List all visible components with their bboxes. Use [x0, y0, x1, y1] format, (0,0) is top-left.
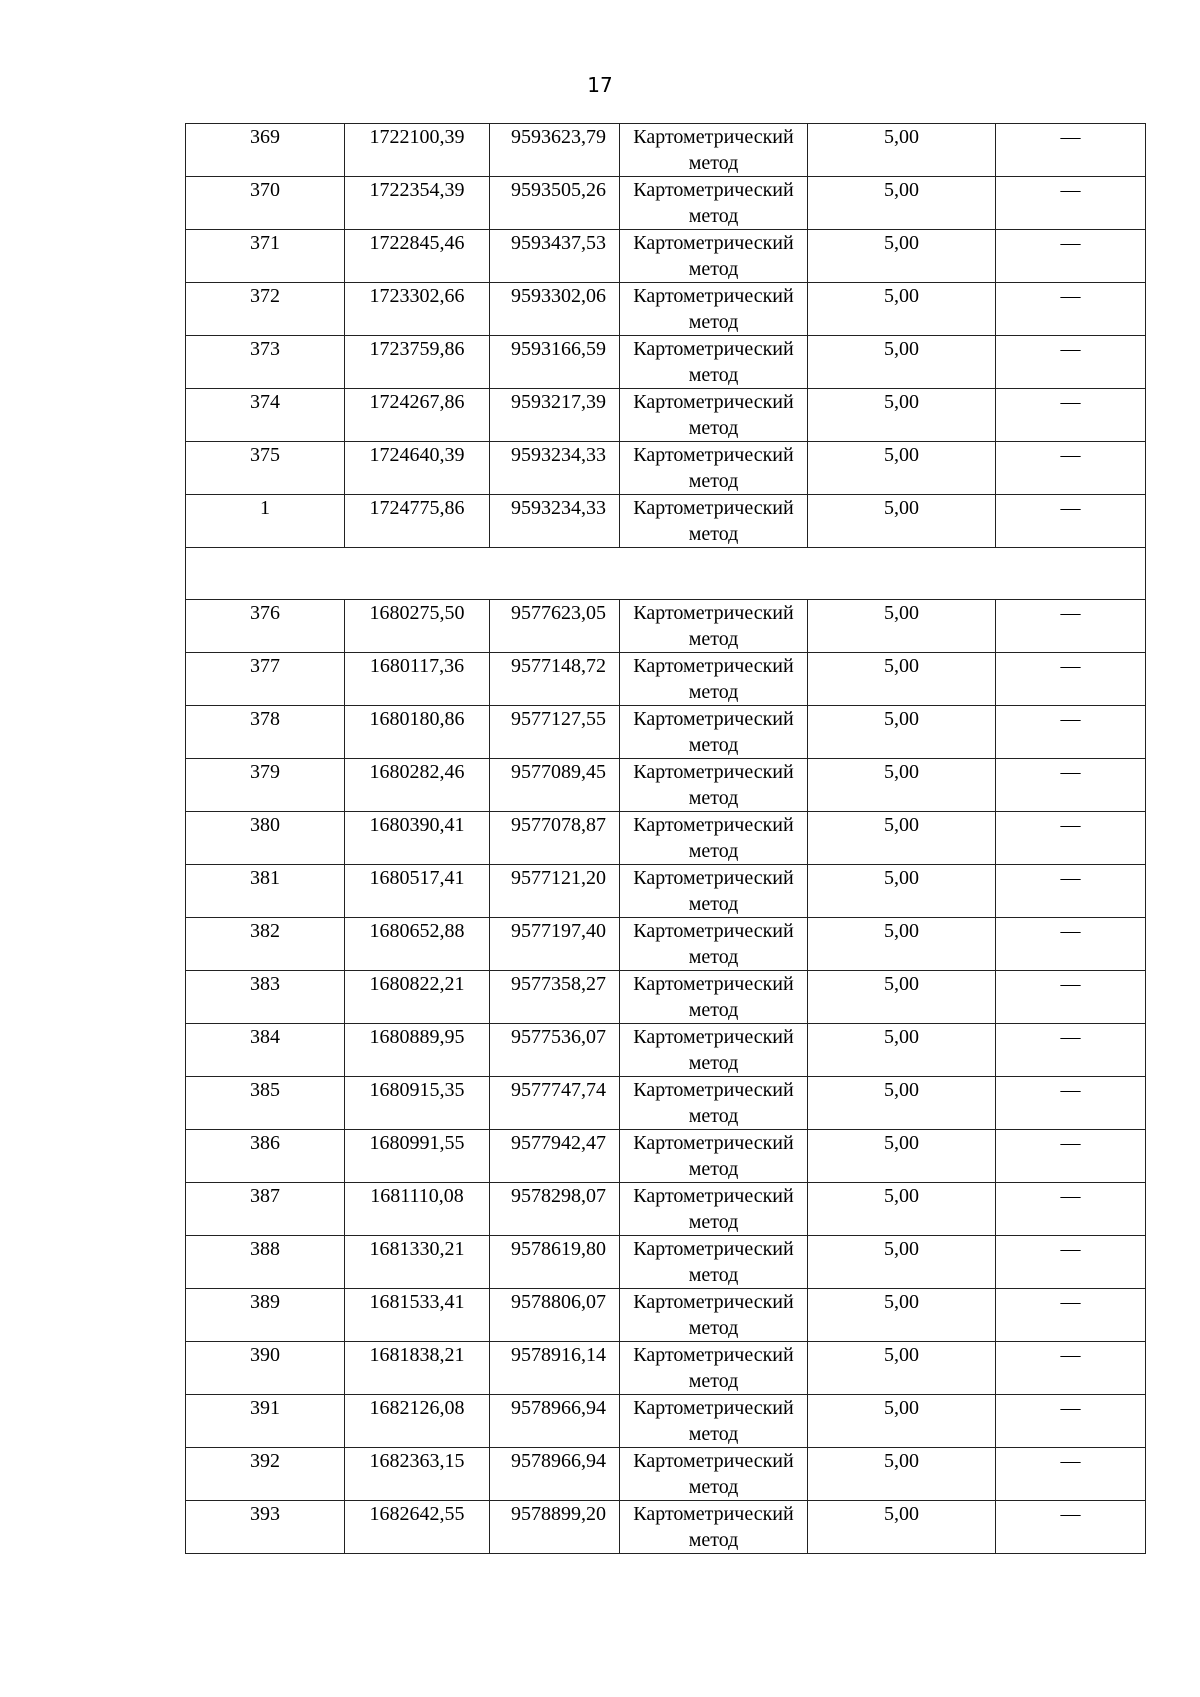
- note-cell: —: [996, 706, 1146, 759]
- table-row: [186, 336, 1146, 389]
- method-cell: Картометрический метод: [620, 177, 808, 230]
- note-cell: —: [996, 918, 1146, 971]
- x-coordinate-cell: 1723302,66: [345, 283, 490, 336]
- accuracy-cell: 5,00: [808, 1289, 996, 1342]
- accuracy-cell: 5,00: [808, 442, 996, 495]
- method-cell: Картометрический метод: [620, 495, 808, 548]
- y-coordinate-cell: 9593217,39: [490, 389, 620, 442]
- y-coordinate-cell: 9578916,14: [490, 1342, 620, 1395]
- accuracy-cell: 5,00: [808, 1342, 996, 1395]
- table-row: [186, 1236, 1146, 1289]
- method-cell: Картометрический метод: [620, 600, 808, 653]
- table-row: [186, 124, 1146, 177]
- method-cell: Картометрический метод: [620, 1342, 808, 1395]
- point-number-cell: 386: [186, 1130, 345, 1183]
- y-coordinate-cell: 9578806,07: [490, 1289, 620, 1342]
- method-cell: Картометрический метод: [620, 1183, 808, 1236]
- y-coordinate-cell: 9577121,20: [490, 865, 620, 918]
- y-coordinate-cell: 9593505,26: [490, 177, 620, 230]
- table-row: [186, 1448, 1146, 1501]
- x-coordinate-cell: 1681330,21: [345, 1236, 490, 1289]
- y-coordinate-cell: 9593166,59: [490, 336, 620, 389]
- table-row: [186, 1342, 1146, 1395]
- accuracy-cell: 5,00: [808, 283, 996, 336]
- note-cell: —: [996, 1077, 1146, 1130]
- table-row: [186, 1501, 1146, 1554]
- accuracy-cell: 5,00: [808, 600, 996, 653]
- method-cell: Картометрический метод: [620, 865, 808, 918]
- method-cell: Картометрический метод: [620, 706, 808, 759]
- table-row: [186, 759, 1146, 812]
- point-number-cell: 374: [186, 389, 345, 442]
- x-coordinate-cell: 1723759,86: [345, 336, 490, 389]
- y-coordinate-cell: 9577358,27: [490, 971, 620, 1024]
- y-coordinate-cell: 9578966,94: [490, 1395, 620, 1448]
- x-coordinate-cell: 1722845,46: [345, 230, 490, 283]
- x-coordinate-cell: 1681110,08: [345, 1183, 490, 1236]
- point-number-cell: 379: [186, 759, 345, 812]
- point-number-cell: 370: [186, 177, 345, 230]
- section-separator-row: [186, 548, 1146, 600]
- point-number-cell: 372: [186, 283, 345, 336]
- method-cell: Картометрический метод: [620, 1289, 808, 1342]
- section-separator-cell: [186, 548, 1146, 600]
- note-cell: —: [996, 283, 1146, 336]
- note-cell: —: [996, 600, 1146, 653]
- y-coordinate-cell: 9577747,74: [490, 1077, 620, 1130]
- y-coordinate-cell: 9577078,87: [490, 812, 620, 865]
- table-row: [186, 971, 1146, 1024]
- accuracy-cell: 5,00: [808, 653, 996, 706]
- coordinates-table-body: [186, 124, 1146, 1554]
- note-cell: —: [996, 971, 1146, 1024]
- table-row: [186, 812, 1146, 865]
- accuracy-cell: 5,00: [808, 389, 996, 442]
- accuracy-cell: 5,00: [808, 495, 996, 548]
- table-row: [186, 1395, 1146, 1448]
- point-number-cell: 371: [186, 230, 345, 283]
- accuracy-cell: 5,00: [808, 1395, 996, 1448]
- point-number-cell: 376: [186, 600, 345, 653]
- note-cell: —: [996, 495, 1146, 548]
- note-cell: —: [996, 1024, 1146, 1077]
- accuracy-cell: 5,00: [808, 971, 996, 1024]
- x-coordinate-cell: 1680180,86: [345, 706, 490, 759]
- point-number-cell: 375: [186, 442, 345, 495]
- method-cell: Картометрический метод: [620, 812, 808, 865]
- point-number-cell: 390: [186, 1342, 345, 1395]
- method-cell: Картометрический метод: [620, 1395, 808, 1448]
- note-cell: —: [996, 389, 1146, 442]
- accuracy-cell: 5,00: [808, 812, 996, 865]
- x-coordinate-cell: 1682363,15: [345, 1448, 490, 1501]
- point-number-cell: 388: [186, 1236, 345, 1289]
- point-number-cell: 373: [186, 336, 345, 389]
- table-row: [186, 865, 1146, 918]
- table-row: [186, 706, 1146, 759]
- method-cell: Картометрический метод: [620, 230, 808, 283]
- point-number-cell: 1: [186, 495, 345, 548]
- method-cell: Картометрический метод: [620, 1077, 808, 1130]
- accuracy-cell: 5,00: [808, 177, 996, 230]
- note-cell: —: [996, 336, 1146, 389]
- note-cell: —: [996, 1130, 1146, 1183]
- y-coordinate-cell: 9593437,53: [490, 230, 620, 283]
- x-coordinate-cell: 1680282,46: [345, 759, 490, 812]
- note-cell: —: [996, 124, 1146, 177]
- point-number-cell: 382: [186, 918, 345, 971]
- table-row: [186, 177, 1146, 230]
- note-cell: —: [996, 1183, 1146, 1236]
- accuracy-cell: 5,00: [808, 124, 996, 177]
- table-row: [186, 1024, 1146, 1077]
- accuracy-cell: 5,00: [808, 1501, 996, 1554]
- table-row: [186, 389, 1146, 442]
- point-number-cell: 391: [186, 1395, 345, 1448]
- accuracy-cell: 5,00: [808, 1024, 996, 1077]
- point-number-cell: 389: [186, 1289, 345, 1342]
- table-row: [186, 283, 1146, 336]
- point-number-cell: 377: [186, 653, 345, 706]
- note-cell: —: [996, 442, 1146, 495]
- point-number-cell: 383: [186, 971, 345, 1024]
- table-row: [186, 442, 1146, 495]
- x-coordinate-cell: 1680991,55: [345, 1130, 490, 1183]
- point-number-cell: 392: [186, 1448, 345, 1501]
- y-coordinate-cell: 9577197,40: [490, 918, 620, 971]
- y-coordinate-cell: 9578899,20: [490, 1501, 620, 1554]
- note-cell: —: [996, 1501, 1146, 1554]
- y-coordinate-cell: 9593623,79: [490, 124, 620, 177]
- y-coordinate-cell: 9593302,06: [490, 283, 620, 336]
- table-row: [186, 1130, 1146, 1183]
- method-cell: Картометрический метод: [620, 442, 808, 495]
- point-number-cell: 380: [186, 812, 345, 865]
- method-cell: Картометрический метод: [620, 1024, 808, 1077]
- note-cell: —: [996, 812, 1146, 865]
- method-cell: Картометрический метод: [620, 1448, 808, 1501]
- x-coordinate-cell: 1680517,41: [345, 865, 490, 918]
- x-coordinate-cell: 1680889,95: [345, 1024, 490, 1077]
- accuracy-cell: 5,00: [808, 1130, 996, 1183]
- x-coordinate-cell: 1682126,08: [345, 1395, 490, 1448]
- y-coordinate-cell: 9577623,05: [490, 600, 620, 653]
- y-coordinate-cell: 9578298,07: [490, 1183, 620, 1236]
- point-number-cell: 384: [186, 1024, 345, 1077]
- page-number: 17: [587, 73, 613, 97]
- method-cell: Картометрический метод: [620, 389, 808, 442]
- accuracy-cell: 5,00: [808, 230, 996, 283]
- method-cell: Картометрический метод: [620, 1501, 808, 1554]
- accuracy-cell: 5,00: [808, 759, 996, 812]
- table-row: [186, 918, 1146, 971]
- accuracy-cell: 5,00: [808, 1448, 996, 1501]
- table-row: [186, 1289, 1146, 1342]
- table-row: [186, 653, 1146, 706]
- x-coordinate-cell: 1680390,41: [345, 812, 490, 865]
- note-cell: —: [996, 1342, 1146, 1395]
- accuracy-cell: 5,00: [808, 1077, 996, 1130]
- table-row: [186, 495, 1146, 548]
- method-cell: Картометрический метод: [620, 759, 808, 812]
- y-coordinate-cell: 9577148,72: [490, 653, 620, 706]
- note-cell: —: [996, 1395, 1146, 1448]
- note-cell: —: [996, 1289, 1146, 1342]
- x-coordinate-cell: 1680915,35: [345, 1077, 490, 1130]
- x-coordinate-cell: 1681533,41: [345, 1289, 490, 1342]
- y-coordinate-cell: 9593234,33: [490, 495, 620, 548]
- method-cell: Картометрический метод: [620, 124, 808, 177]
- accuracy-cell: 5,00: [808, 706, 996, 759]
- method-cell: Картометрический метод: [620, 283, 808, 336]
- accuracy-cell: 5,00: [808, 1183, 996, 1236]
- table-row: [186, 230, 1146, 283]
- y-coordinate-cell: 9577089,45: [490, 759, 620, 812]
- accuracy-cell: 5,00: [808, 865, 996, 918]
- point-number-cell: 387: [186, 1183, 345, 1236]
- method-cell: Картометрический метод: [620, 1236, 808, 1289]
- method-cell: Картометрический метод: [620, 918, 808, 971]
- x-coordinate-cell: 1680652,88: [345, 918, 490, 971]
- method-cell: Картометрический метод: [620, 336, 808, 389]
- point-number-cell: 393: [186, 1501, 345, 1554]
- x-coordinate-cell: 1724267,86: [345, 389, 490, 442]
- note-cell: —: [996, 865, 1146, 918]
- method-cell: Картометрический метод: [620, 1130, 808, 1183]
- point-number-cell: 385: [186, 1077, 345, 1130]
- y-coordinate-cell: 9578966,94: [490, 1448, 620, 1501]
- x-coordinate-cell: 1722100,39: [345, 124, 490, 177]
- x-coordinate-cell: 1680117,36: [345, 653, 490, 706]
- x-coordinate-cell: 1722354,39: [345, 177, 490, 230]
- x-coordinate-cell: 1680822,21: [345, 971, 490, 1024]
- x-coordinate-cell: 1724775,86: [345, 495, 490, 548]
- y-coordinate-cell: 9578619,80: [490, 1236, 620, 1289]
- note-cell: —: [996, 1448, 1146, 1501]
- point-number-cell: 378: [186, 706, 345, 759]
- accuracy-cell: 5,00: [808, 336, 996, 389]
- x-coordinate-cell: 1681838,21: [345, 1342, 490, 1395]
- note-cell: —: [996, 1236, 1146, 1289]
- x-coordinate-cell: 1680275,50: [345, 600, 490, 653]
- table-row: [186, 1077, 1146, 1130]
- point-number-cell: 369: [186, 124, 345, 177]
- y-coordinate-cell: 9577942,47: [490, 1130, 620, 1183]
- x-coordinate-cell: 1682642,55: [345, 1501, 490, 1554]
- method-cell: Картометрический метод: [620, 971, 808, 1024]
- x-coordinate-cell: 1724640,39: [345, 442, 490, 495]
- note-cell: —: [996, 759, 1146, 812]
- y-coordinate-cell: 9577127,55: [490, 706, 620, 759]
- accuracy-cell: 5,00: [808, 1236, 996, 1289]
- y-coordinate-cell: 9577536,07: [490, 1024, 620, 1077]
- coordinates-table: [185, 123, 1146, 1554]
- point-number-cell: 381: [186, 865, 345, 918]
- note-cell: —: [996, 177, 1146, 230]
- note-cell: —: [996, 653, 1146, 706]
- y-coordinate-cell: 9593234,33: [490, 442, 620, 495]
- table-row: [186, 1183, 1146, 1236]
- note-cell: —: [996, 230, 1146, 283]
- table-row: [186, 600, 1146, 653]
- accuracy-cell: 5,00: [808, 918, 996, 971]
- method-cell: Картометрический метод: [620, 653, 808, 706]
